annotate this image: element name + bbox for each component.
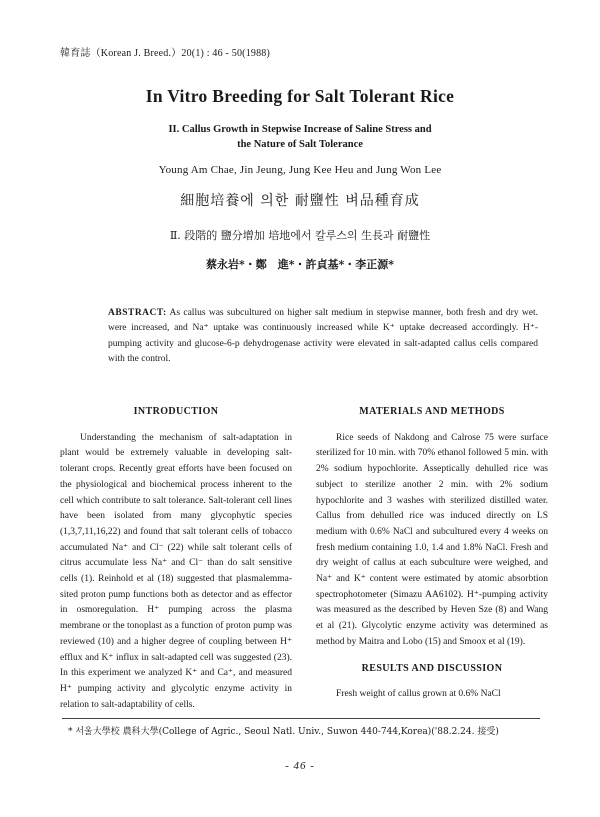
abstract-text: As callus was subcultured on higher salt medium in stepwise manner, both fresh and dry wet. were increased, and Na⁺ uptake was continuously increased while K⁺ uptake decreased accordingly. H⁺-pumping activity and glucose-6-p dehydrogenase activity were elevated in salt-adapted callus cells compared with the control. <box>108 308 538 365</box>
korean-title: 細胞培養에 의한 耐鹽性 벼品種育成 <box>180 193 420 209</box>
abstract <box>108 306 538 368</box>
right-column <box>316 404 548 703</box>
footnote: * 서울大學校 農科大學(College of Agric., Seoul Natl. Univ., Suwon 440-744,Korea)('88.2.24. 接受) <box>68 727 499 737</box>
korean-subtitle: Ⅱ. 段階的 鹽分增加 培地에서 칼루스의 生長과 耐鹽性 <box>169 229 431 242</box>
korean-author-list: 蔡永岩*・鄭 進*・許貞基*・李正源* <box>205 258 394 271</box>
introduction-text: Understanding the mechanism of salt-adaptation in plant would be extremely valuable in developing salt-tolerant crops. Recently great efforts have been focused on the physiological and biochemical process inherent to the cell which contribute to salt tolerance. Salt-tolerant cell lines have been isolated from many glycophytic species (1,3,7,11,16,22) and found that salt tolerant cells of tobacco accumulated Na⁺ and Cl⁻ (22) while salt tolerant cells of citrus accumulate less Na⁺ and Cl⁻ than do salt sensitive cells (1). Reinhold et al (18) suggested that plasmalemma-sited proton pump functions both as detector and as effector in osmoregulation. H⁺ pumping across the plasma membrane or the tonoplast as a function of proton pump was reviewed (10) and a higher degree of coupling between H⁺ efflux and K⁺ influx in salt-adapted cell was suggested (23). In this experiment we analyzed K⁺ and Ca⁺, and measured H⁺ pumping activity and glycolytic enzyme activity in relation to salt-adaptability of cells. <box>60 432 292 710</box>
results-heading: RESULTS AND DISCUSSION <box>361 662 503 674</box>
footnote-divider <box>62 718 540 719</box>
subtitle-line: II. Callus Growth in Stepwise Increase of Saline Stress and <box>168 124 432 135</box>
results-text: Fresh weight of callus grown at 0.6% NaCl <box>336 689 501 700</box>
subtitle-line: the Nature of Salt Tolerance <box>237 139 363 150</box>
introduction-heading: INTRODUCTION <box>133 406 219 417</box>
journal-citation: 韓育誌（Korean J. Breed.）20(1) : 46 - 50(1988) <box>60 48 271 59</box>
methods-text: Rice seeds of Nakdong and Calrose 75 were surface sterilized for 10 min. with 70% ethanol followed 5 min. with 2% sodium hypochlorite. Asseptically dehulled rice was subject to sterilize another 2 min. with 2% sodium hypochlorite and 3 washes with sterilized distilled water. Callus from dehulled rice was induced directly on LS medium with 0.6% NaCl and subcultured every 4 weeks on fresh medium containing 1.0, 1.4 and 1.8% NaCl. Fresh and dry weight of callus at each subculture were weighed, and Na⁺ and K⁺ content were estimated by atomic absorbtion spectrophotometer (Simazu AA6102). H⁺-pumping activity was measured as the described by Heven Sze (8) and Wang et al (21). Glycolytic enzyme activity was determined as method by Maitra and Lobo (15) and Smoox et al (19). <box>316 432 548 647</box>
paper-subtitle <box>0 122 600 152</box>
abstract-label: ABSTRACT: <box>108 308 167 318</box>
author-list: Young Am Chae, Jin Jeung, Jung Kee Heu and Jung Won Lee <box>158 164 442 176</box>
methods-heading: MATERIALS AND METHODS <box>359 406 505 417</box>
page-number: - 46 - <box>285 760 315 772</box>
paper-title: In Vitro Breeding for Salt Tolerant Rice <box>145 86 455 106</box>
left-column <box>60 404 292 713</box>
